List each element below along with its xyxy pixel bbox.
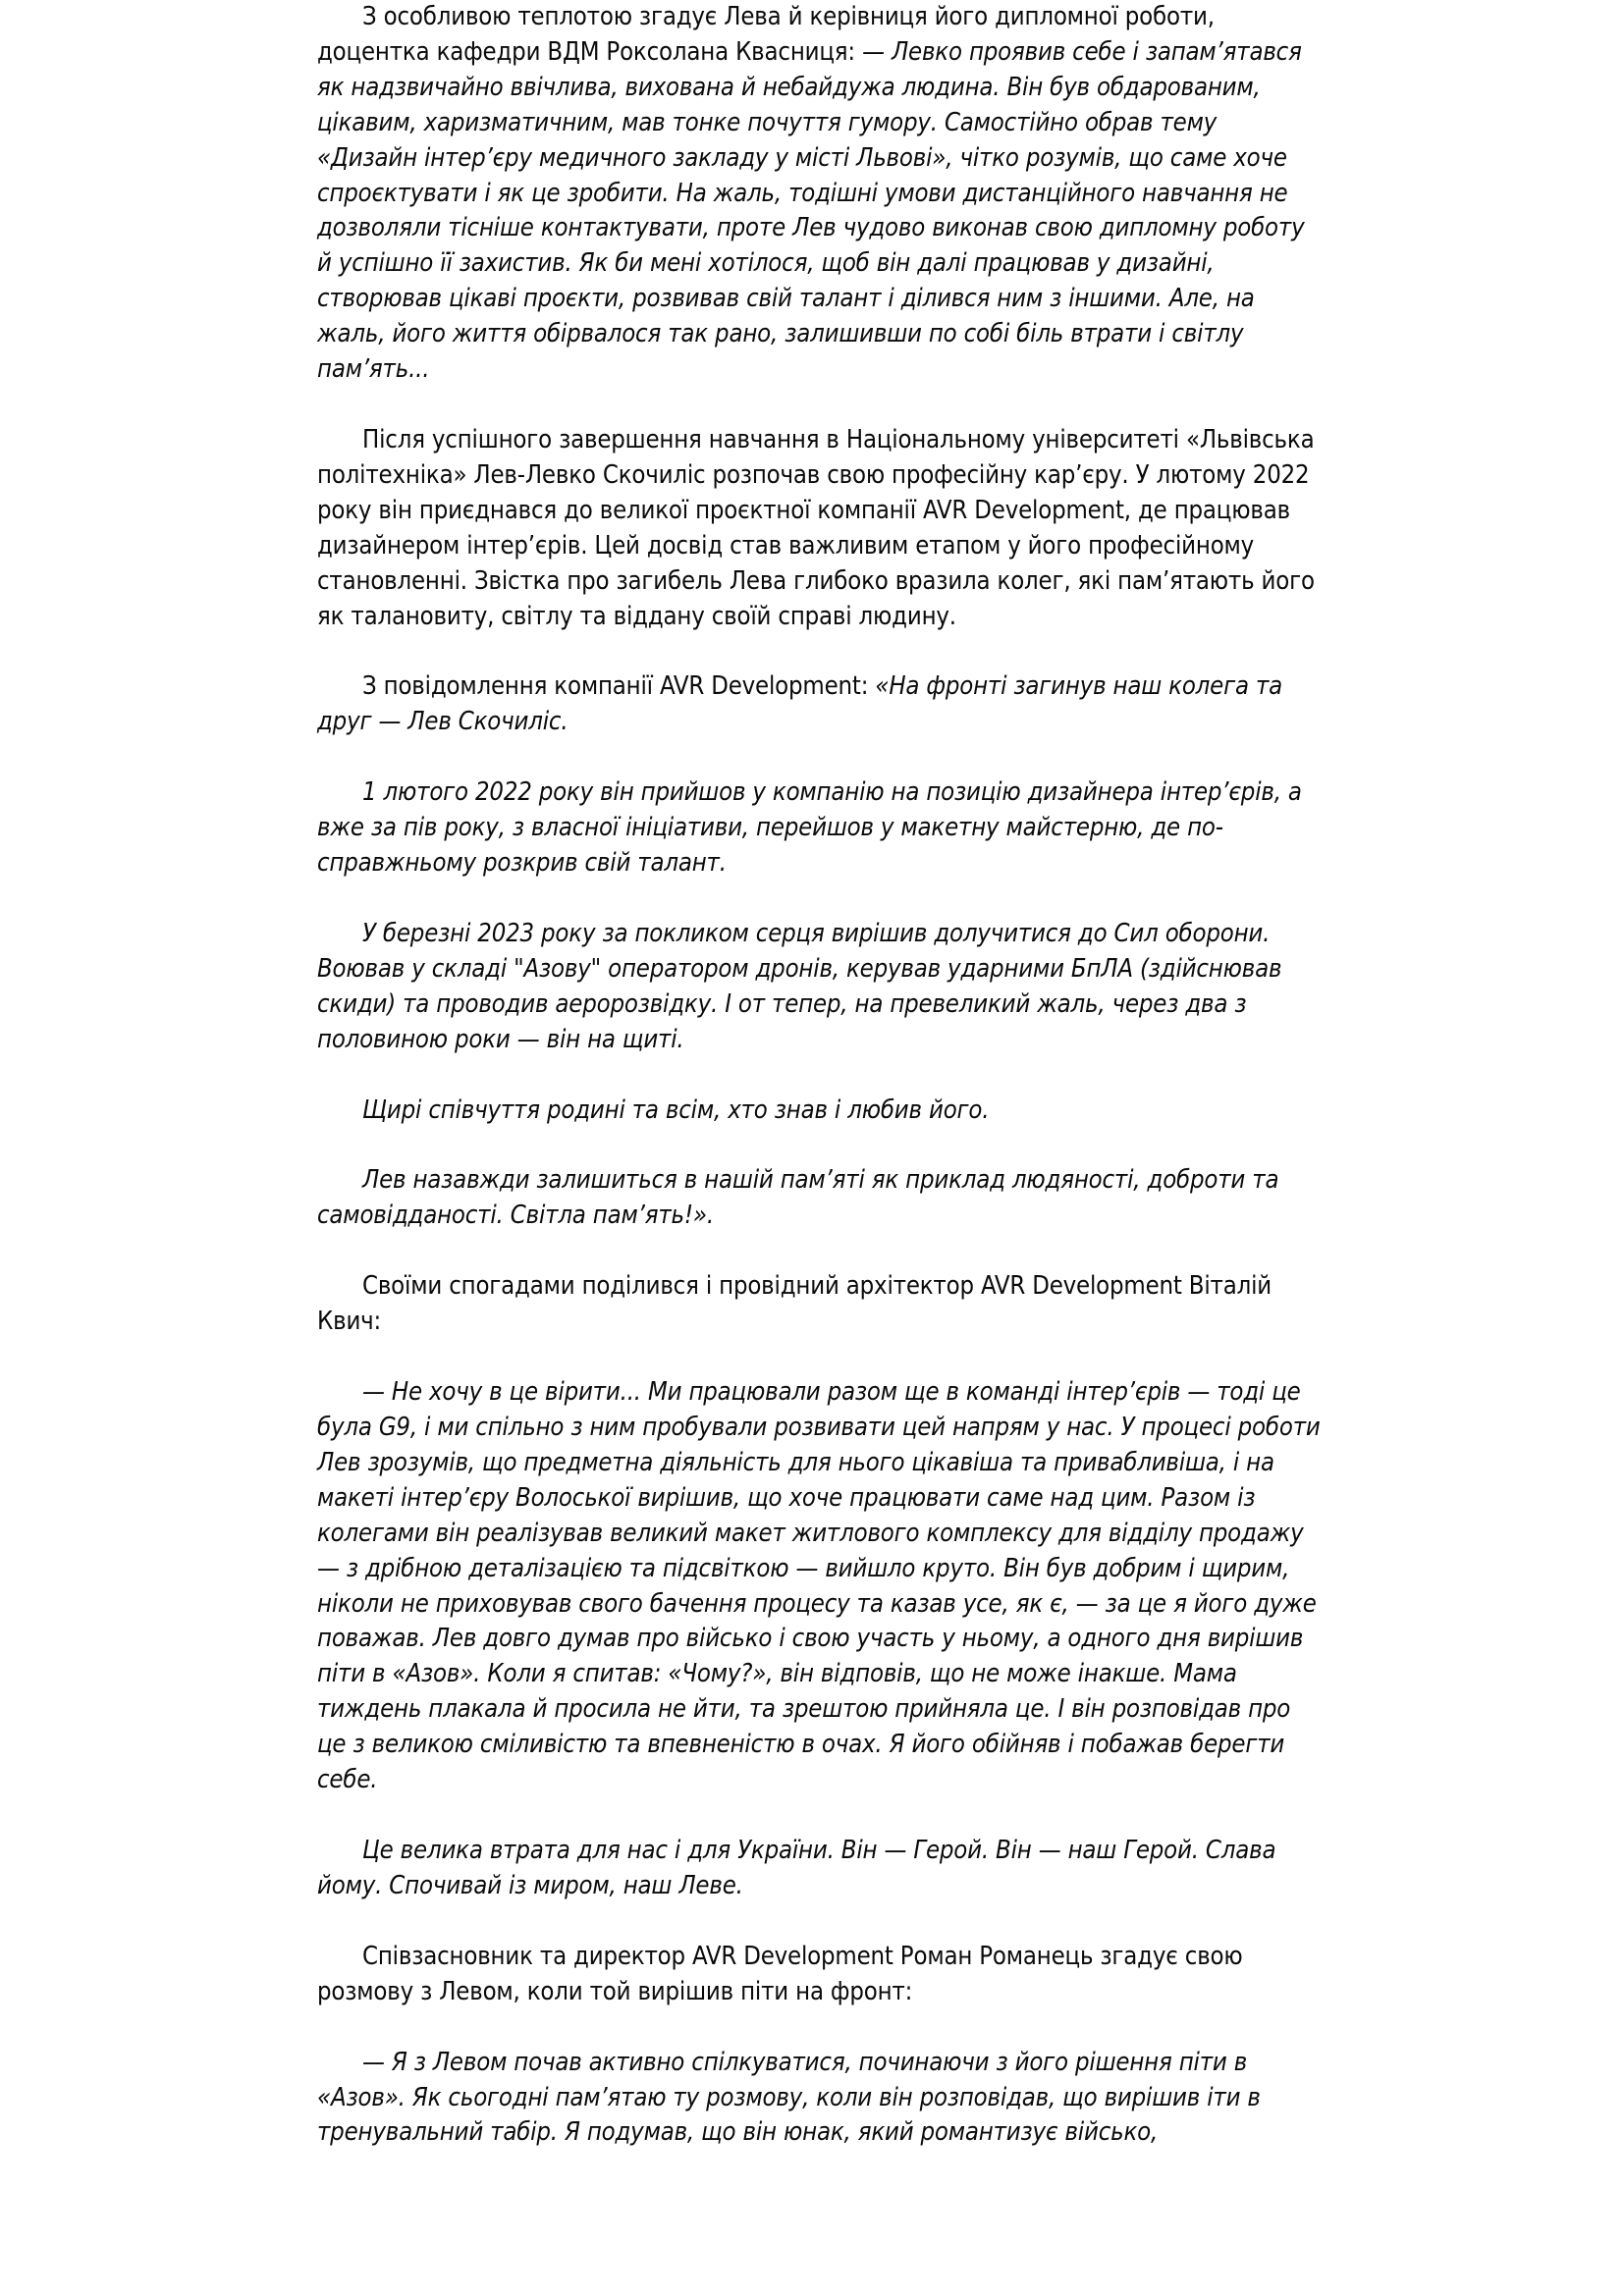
paragraph-romanets-intro: Співзасновник та директор AVR Development Роман Романець згадує свою розмову з Левом, коли той вирішив піти на фронт:	[317, 1941, 1243, 2006]
paragraph-lead-upright: З повідомлення компанії AVR Development:	[362, 671, 876, 702]
paragraph-romanets-quote: — Я з Левом почав активно спілкуватися, починаючи з його рішення піти в «Азов». Як сьогодні пам’ятаю ту розмову, коли він розповідав, що вирішив іти в тренувальний табір. Я подумав, що він юнак, який романтизує військо,	[317, 2047, 1261, 2148]
paragraph-avr-statement-open	[317, 669, 1323, 740]
body-text-column	[317, 0, 1323, 2151]
paragraph-career: Після успішного завершення навчання в Національному університеті «Львівська політехніка» Лев-Левко Скочиліс розпочав свою професійну кар’єру. У лютому 2022 року він приєднався до великої проєктної компанії AVR Development, де працював дизайнером інтер’єрів. Цей досвід став важливим етапом у його професійному становленні. Звістка про загибель Лева глибоко вразила колег, які пам’ятають його як талановиту, світлу та віддану своїй справі людину.	[317, 424, 1315, 631]
paragraph-kvych-intro: Своїми спогадами поділився і провідний архітектор AVR Development Віталій Квич:	[317, 1271, 1272, 1337]
paragraph-kvych-hero: Це велика втрата для нас і для України. Він — Герой. Він — наш Герой. Слава йому. Спочивай із миром, наш Леве.	[317, 1835, 1276, 1900]
paragraph-kvasnytsia-intro	[317, 0, 1323, 388]
paragraph-memory: Лев назавжди залишиться в нашій пам’яті як приклад людяності, доброти та самовідданості. Світла пам’ять!».	[317, 1165, 1279, 1231]
paragraph-avr-statement-service: У березні 2023 року за покликом серця вирішив долучитися до Сил оборони. Воював у складі "Азову" оператором дронів, керував ударними БпЛА (здійснював скиди) та проводив аеророзвідку. І от тепер, на превеликий жаль, через два з половиною роки — він на щиті.	[317, 918, 1282, 1054]
paragraph-avr-statement-joined: 1 лютого 2022 року він прийшов у компанію на позицію дизайнера інтер’єрів, а вже за пів року, з власної ініціативи, перейшов у макетну майстерню, де по-справжньому розкрив свій талант.	[317, 777, 1302, 879]
paragraph-kvych-quote: — Не хочу в це вірити... Ми працювали разом ще в команді інтер’єрів — тоді це була G9, і ми спільно з ним пробували розвивати цей напрям у нас. У процесі роботи Лев зрозумів, що предметна діяльність для нього цікавіша та привабливіша, і на макеті інтер’єру Волоської вирішив, що хоче працювати саме над цим. Разом із колегами він реалізував великий макет житлового комплексу для відділу продажу — з дрібною деталізацією та підсвіткою — вийшло круто. Він був добрим і щирим, ніколи не приховував свого бачення процесу та казав усе, як є, — за це я його дуже поважав. Лев довго думав про військо і свою участь у ньому, а одного дня вирішив піти в «Азов». Коли я спитав: «Чому?», він відповів, що не може інакше. Мама тиждень плакала й просила не йти, та зрештою прийняла це. І він розповідав про це з великою сміливістю та впевненістю в очах. Я його обійняв і побажав берегти себе.	[317, 1377, 1321, 1795]
paragraph-lead-upright: З особливою теплотою згадує Лева й керівниця його дипломної роботи, доцентка кафедри ВДМ Роксолана Квасниця:	[317, 2, 1215, 67]
paragraph-italic-tail: — Левко проявив себе і запам’ятався як надзвичайно ввічлива, вихована й небайдужа людина. Він був обдарованим, цікавим, харизматичним, мав тонке почуття гумору. Самостійно обрав тему «Дизайн інтер’єру медичного закладу у місті Львові», чітко розумів, що саме хоче спроєктувати і як це зробити. На жаль, тодішні умови дистанційного навчання не дозволяли тісніше контактувати, проте Лев чудово виконав свою дипломну роботу й успішно її захистив. Як би мені хотілося, щоб він далі працював у дизайні, створював цікаві проєкти, розвивав свій талант і ділився ним з іншими. Але, на жаль, його життя обірвалося так рано, залишивши по собі біль втрати і світлу пам’ять...	[317, 36, 1305, 385]
paragraph-condolences: Щирі співчуття родині та всім, хто знав і любив його.	[362, 1095, 990, 1125]
paragraph-italic-tail: «На фронті загинув наш колега та друг — Лев Скочиліс.	[317, 671, 1283, 737]
